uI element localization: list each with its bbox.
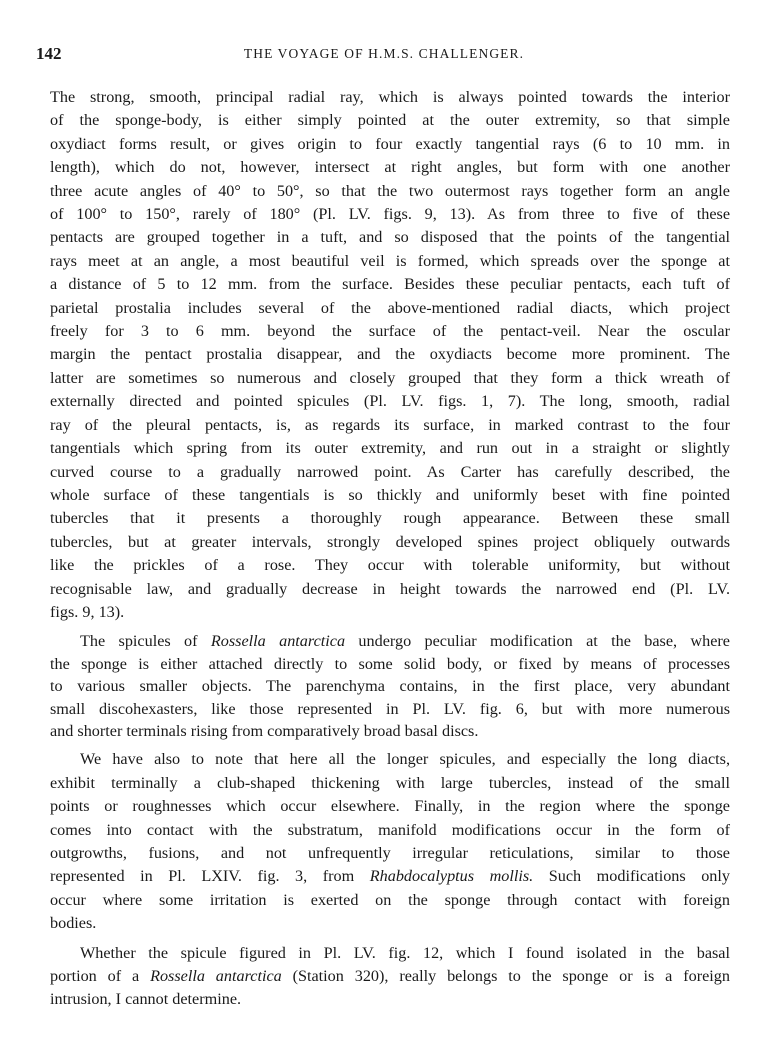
text-line: Whether the spicule figured in Pl. LV. fig. 12, which I found isolated in the basal [80, 943, 730, 962]
page-header [36, 44, 732, 68]
text-line: rays meet at an angle, a most beautiful veil is formed, which spreads over the sponge at [50, 251, 730, 270]
paragraph [50, 86, 730, 624]
text-line: freely for 3 to 6 mm. beyond the surface of the pentact-veil. Near the oscular [50, 322, 730, 341]
running-title: THE VOYAGE OF H.M.S. CHALLENGER. [243, 46, 525, 61]
text-line: The spicules of Rossella antarctica undergo peculiar modification at the base, where [80, 632, 730, 651]
text-line: The strong, smooth, principal radial ray, which is always pointed towards the interior [50, 88, 730, 106]
text-line: ray of the pleural pentacts, is, as regards its surface, in marked contrast to the four [50, 415, 730, 434]
text-line: of 100° to 150°, rarely of 180° (Pl. LV. figs. 9, 13). As from three to five of these [50, 205, 730, 224]
text-line: three acute angles of 40° to 50°, so that the two outermost rays together form an angle [50, 181, 730, 200]
text-line: We have also to note that here all the longer spicules, and especially the long diacts, [80, 750, 730, 769]
text-line: intrusion, I cannot determine. [50, 990, 242, 1009]
text-line: figs. 9, 13). [50, 602, 125, 621]
taxon-name: Rossella antarctica [210, 632, 346, 651]
text-line: outgrowths, fusions, and not unfrequently irregular reticulations, similar to those [50, 844, 730, 862]
text-line: like the prickles of a rose. They occur with tolerable uniformity, but without [50, 556, 730, 575]
text-line: latter are sometimes so numerous and closely grouped that they form a thick wreath of [50, 368, 730, 387]
text-line: tubercles, but at greater intervals, strongly developed spines project obliquely outwards [50, 532, 730, 551]
text-line: oxydiact forms result, or gives origin to four exactly tangential rays (6 to 10 mm. in [50, 134, 730, 153]
text-line: portion of a Rossella antarctica (Station 320), really belongs to the sponge or is a foreign [50, 967, 730, 986]
paragraph [50, 630, 730, 742]
text-line: tubercles that it presents a thoroughly rough appearance. Between these small [50, 509, 730, 528]
text-line: exhibit terminally a club-shaped thickening with large tubercles, instead of the small [50, 773, 730, 792]
body-text [50, 86, 730, 1012]
text-line: represented in Pl. LXIV. fig. 3, from Rhabdocalyptus mollis. Such modifications only [50, 867, 730, 886]
text-line: comes into contact with the substratum, manifold modifications occur in the form of [50, 820, 730, 839]
text-line: externally directed and pointed spicules (Pl. LV. figs. 1, 7). The long, smooth, radial [50, 392, 730, 411]
taxon-name: Rhabdocalyptus mollis. [369, 867, 534, 886]
text-line: occur where some irritation is exerted on the sponge through contact with foreign [50, 890, 730, 909]
text-line: curved course to a gradually narrowed point. As Carter has carefully described, the [50, 462, 730, 481]
paragraph [50, 748, 730, 935]
text-line: tangentials which spring from its outer extremity, and run out in a straight or slightly [50, 439, 730, 458]
text-line: length), which do not, however, intersect at right angles, but form with one another [50, 158, 730, 177]
text-line: margin the pentact prostalia disappear, and the oxydiacts become more prominent. The [50, 345, 730, 364]
text-line: recognisable law, and gradually decrease in height towards the narrowed end (Pl. LV. [50, 579, 730, 598]
text-line: small discohexasters, like those represented in Pl. LV. fig. 6, but with more numerous [50, 699, 730, 718]
text-line: whole surface of these tangentials is so thickly and uniformly beset with fine pointed [50, 485, 730, 504]
text-line: and shorter terminals rising from comparatively broad basal discs. [50, 721, 479, 740]
text-line: to various smaller objects. The parenchyma contains, in the first place, very abundant [50, 677, 730, 696]
text-line: a distance of 5 to 12 mm. from the surface. Besides these peculiar pentacts, each tuft of [50, 275, 730, 294]
text-line: of the sponge-body, is either simply pointed at the outer extremity, so that simple [50, 111, 730, 130]
text-line: pentacts are grouped together in a tuft, and so disposed that the points of the tangential [50, 228, 730, 247]
text-line: the sponge is either attached directly to some solid body, or fixed by means of processes [50, 654, 730, 673]
text-line: parietal prostalia includes several of the above-mentioned radial diacts, which project [50, 298, 730, 317]
paragraph [50, 942, 730, 1012]
text-line: bodies. [50, 914, 97, 933]
page-number: 142 [36, 44, 62, 63]
taxon-name: Rossella antarctica [150, 967, 282, 986]
text-line: points or roughnesses which occur elsewhere. Finally, in the region where the sponge [50, 797, 730, 816]
